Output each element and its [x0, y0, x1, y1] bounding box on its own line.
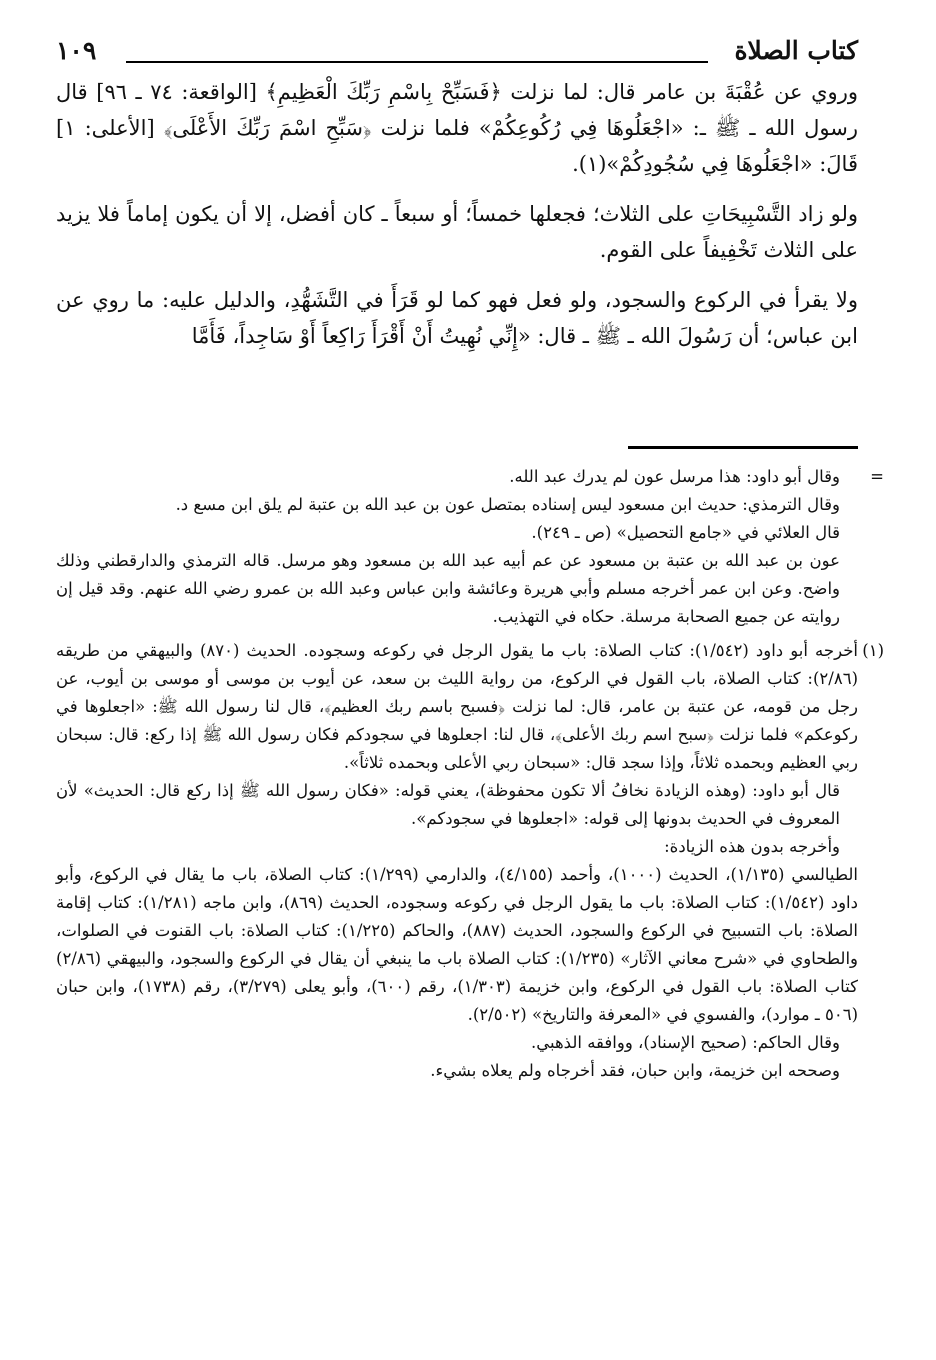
continuation-marker: = — [870, 467, 884, 486]
sources-list: الطيالسي (١/١٣٥)، الحديث (١٠٠٠)، وأحمد (٤/١٥٥)، والدارمي (١/٢٩٩): كتاب الصلاة، باب ما يقال في الركوع، وأبو داود (١/٥٤٢): كتاب الصلاة: باب ما يقول الرجل في ركوعه وسجوده، الحديث (٨٦٩)، وابن ماجه (١/٢٨١): كتاب إقامة الصلاة: باب التسبيح في الركوع والسجود، الحديث (٨٨٧)، والحاكم (١/٢٢٥): كتاب الصلاة: باب القنوت في الصلوات، والطحاوي في «شرح معاني الآثار» (١/٢٣٥): كتاب الصلاة باب ما ينبغي أن يقال في الركوع والسجود، والبيهقي (٢/٨٦) كتاب الصلاة: باب القول في الركوع، وابن خزيمة (١/٣٠٣)، رقم (٦٠٠)، وأبو يعلى (٣/٢٧٩)، رقم (١٧٣٨)، وابن حبان (٥٠٦ ـ موارد)، والفسوي في «المعرفة والتاريخ» (٢/٥٠٢). — [56, 865, 859, 1024]
header-rule — [126, 61, 708, 63]
page-number: ١٠٩ — [56, 36, 97, 65]
footnotes — [56, 463, 884, 1085]
footnote-1 — [56, 637, 884, 1085]
abu-dawud-note: قال أبو داود: (وهذه الزيادة نخافُ ألا تكون محفوظة)، يعني قوله: «فكان رسول الله ﷺ إذا ركع قال: الحديث» لأن المعروف في الحديث بدونها إلى قوله: «اجعلوها في سجودكم». — [56, 781, 840, 828]
chapter-title: كتاب الصلاة — [734, 36, 858, 65]
paragraph-uqba: وروي عن عُقْبَةَ بن عامر قال: لما نزلت ﴿فَسَبِّحْ بِاسْمِ رَبِّكَ الْعَظِيمِ﴾ [الواقعة: ٧٤ ـ ٩٦] قال رسول الله ـ ﷺ ـ: «اجْعَلُوهَا فِي رُكُوعِكُمْ» فلما نزلت ﴿سَبِّحِ اسْمَ رَبِّكَ الأَعْلَى﴾ [الأعلى: ١] قَالَ: «اجْعَلُوهَا فِي سُجُودِكُمْ»(١). — [56, 80, 858, 176]
paragraph-no-reading: ولا يقرأ في الركوع والسجود، ولو فعل فهو كما لو قَرَأَ في التَّشَهُّدِ، والدليل عليه: ما روي عن ابن عباس؛ أن رَسُولَ الله ـ ﷺ ـ قال: «إِنِّي نُهِيتُ أَنْ أَقْرَأَ رَاكِعاً أَوْ سَاجِداً، فَأَمَّا — [56, 288, 858, 348]
sahhah-note: وصححه ابن خزيمة، وابن حبان، فقد أخرجاه ولم يعلاه بشيء. — [430, 1061, 840, 1080]
awn-note: عون بن عبد الله بن عتبة بن مسعود عن عم أبيه عبد الله بن مسعود وهو مرسل. قاله الترمذي والدارقطني وذلك واضح. وعن ابن عمر أخرجه مسلم وأبي هريرة وعائشة وابن عباس وعبد الله بن عمرو رضي الله عنهم. وقد قيل إن روايته عن جميع الصحابة مرسلة. حكاه في التهذيب. — [56, 551, 840, 626]
footnote-1-marker: (١) — [862, 641, 884, 660]
without-addition-intro: وأخرجه بدون هذه الزيادة: — [664, 837, 840, 856]
hakim-note: وقال الحاكم: (صحيح الإسناد)، ووافقه الذهبي. — [531, 1033, 840, 1052]
footnote-line: وقال الترمذي: حديث ابن مسعود ليس إسناده بمتصل عون بن عبد الله بن عتبة لم يلق ابن مسع د. — [175, 495, 840, 514]
paragraph-tasbihat: ولو زاد التَّسْبِيحَاتِ على الثلاث؛ فجعلها خمساً؛ أو سبعاً ـ كان أفضل، إلا أن يكون إماماً فلا يزيد على الثلاث تَخْفِيفاً على القوم. — [56, 202, 858, 262]
footnote-1-text: أخرجه أبو داود (١/٥٤٢): كتاب الصلاة: باب ما يقول الرجل في ركوعه وسجوده. الحديث (٨٧٠) والبيهقي من طريقه (٢/٨٦): كتاب الصلاة، باب القول في الركوع، من رواية الليث بن سعد، عن أيوب بن موسى أو موسى بن أيوب، عن رجل من قومه، عن عتبة بن عامر، قال: لما نزلت ﴿فسبح باسم ربك العظيم﴾، قال لنا رسول الله ﷺ: «اجعلوها في ركوعكم» فلما نزلت ﴿سبح اسم ربك الأعلى﴾، قال لنا: اجعلوها في سجودكم فكان رسول الله ﷺ إذا ركع: قال: سبحان ربي العظيم وبحمده ثلاثاً، وإذا سجد قال: «سبحان ربي الأعلى وبحمده ثلاثاً». — [56, 641, 858, 772]
footnote-continuation — [56, 463, 884, 631]
footnote-line: وقال أبو داود: هذا مرسل عون لم يدرك عبد الله. — [509, 467, 840, 486]
book-page — [56, 30, 884, 1360]
running-header — [56, 30, 858, 74]
footnote-separator — [628, 446, 858, 449]
main-text — [56, 74, 858, 354]
footnote-line: قال العلائي في «جامع التحصيل» (ص ـ ٢٤٩). — [531, 523, 840, 542]
